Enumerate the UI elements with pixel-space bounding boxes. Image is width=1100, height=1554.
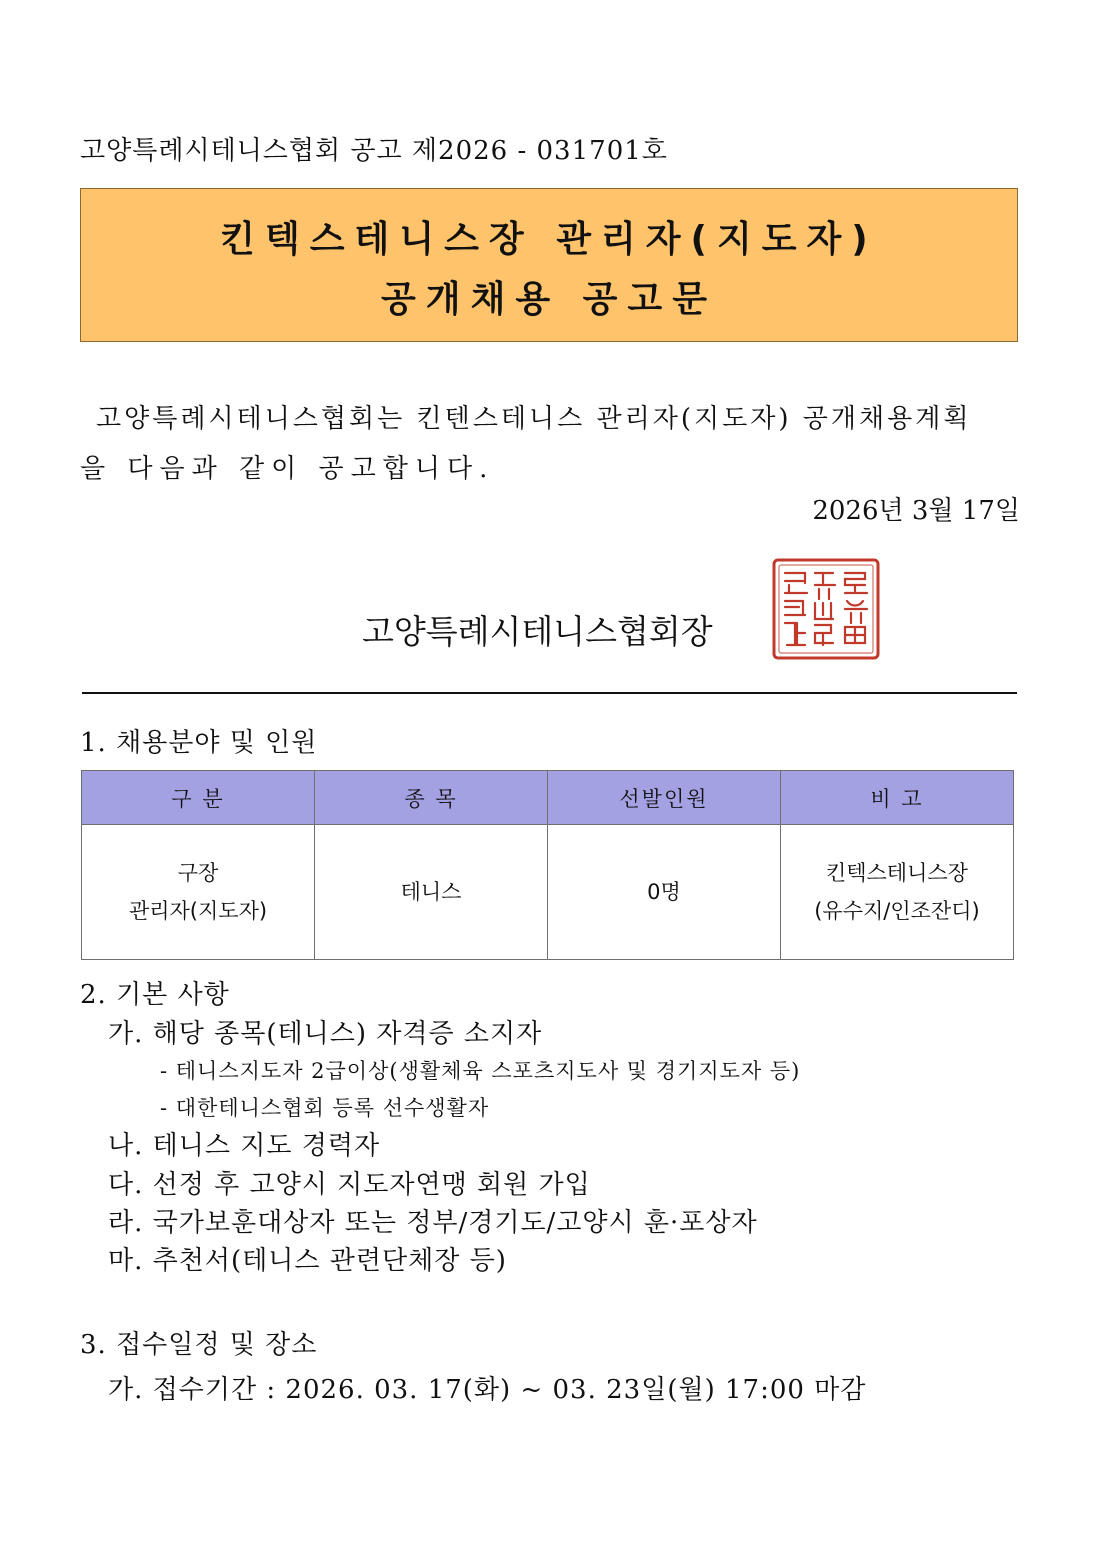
cell-headcount: 0명 (547, 825, 780, 960)
schedule-item-a: 가. 접수기간 : 2026. 03. 17(화) ~ 03. 23일(월) 17:00 마감 (108, 1375, 867, 1405)
cell-sport: 테니스 (315, 825, 548, 960)
cell-note-line-1: 킨텍스테니스장 (825, 861, 968, 885)
header-sport: 종 목 (315, 771, 548, 825)
requirement-item-c: 다. 선정 후 고양시 지도자연맹 회원 가입 (108, 1170, 591, 1200)
cell-category-line-1: 구장 (177, 861, 219, 885)
cell-note (780, 825, 1013, 960)
table-row (82, 825, 1014, 960)
intro-paragraph (80, 394, 1020, 494)
divider (82, 692, 1017, 694)
recruitment-table (81, 770, 1014, 960)
intro-line-2: 을 다음과 같이 공고합니다. (80, 454, 495, 484)
title-banner (80, 188, 1018, 342)
requirement-item-b: 나. 테니스 지도 경력자 (108, 1131, 381, 1161)
announcement-date: 2026년 3월 17일 (812, 496, 1020, 526)
requirement-item-e: 마. 추천서(테니스 관련단체장 등) (108, 1246, 507, 1276)
official-seal-icon (771, 557, 881, 661)
issuer-title: 고양특례시테니스협회장 (362, 612, 713, 651)
title-line-1: 킨텍스테니스장 관리자(지도자) (220, 219, 878, 260)
notice-number: 고양특례시테니스협회 공고 제2026 - 031701호 (80, 136, 668, 166)
section-3-heading: 3. 접수일정 및 장소 (80, 1330, 318, 1360)
section-2-heading: 2. 기본 사항 (80, 980, 230, 1010)
intro-line-1: 고양특례시테니스협회는 킨텐스테니스 관리자(지도자) 공개채용계획 (96, 404, 972, 434)
header-headcount: 선발인원 (547, 771, 780, 825)
requirement-item-a: 가. 해당 종목(테니스) 자격증 소지자 (108, 1019, 543, 1049)
requirement-bullet-1: - 테니스지도자 2급이상(생활체육 스포츠지도사 및 경기지도자 등) (160, 1059, 801, 1083)
table-header-row (82, 771, 1014, 825)
header-note: 비 고 (780, 771, 1013, 825)
title-line-2: 공개채용 공고문 (381, 279, 717, 320)
cell-note-line-2: (유수지/인조잔디) (814, 899, 980, 923)
requirement-item-d: 라. 국가보훈대상자 또는 정부/경기도/고양시 훈·포상자 (108, 1208, 758, 1238)
cell-category-line-2: 관리자(지도자) (128, 899, 268, 923)
header-category: 구 분 (82, 771, 315, 825)
section-1-heading: 1. 채용분야 및 인원 (80, 728, 318, 758)
cell-category (82, 825, 315, 960)
requirement-bullet-2: - 대한테니스협회 등록 선수생활자 (160, 1096, 490, 1120)
